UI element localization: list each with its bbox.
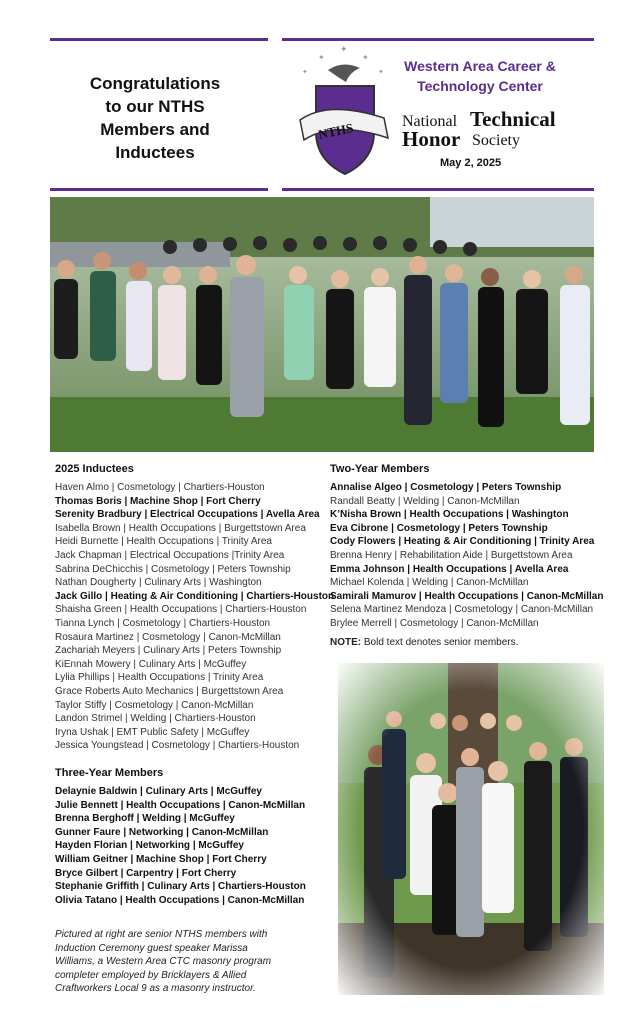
two-year-section xyxy=(330,463,604,648)
member-entry: Bryce Gilbert | Carpentry | Fort Cherry xyxy=(55,867,237,879)
member-entry: KiEnnah Mowery | Culinary Arts | McGuffey xyxy=(55,658,247,670)
svg-text:NTHS: NTHS xyxy=(316,120,355,143)
header-top-rule-right xyxy=(282,38,594,41)
member-entry: Eva Cibrone | Cosmetology | Peters Township xyxy=(330,522,548,534)
svg-text:Society: Society xyxy=(472,132,520,149)
svg-text:Technical: Technical xyxy=(470,107,556,131)
svg-text:Honor: Honor xyxy=(402,127,461,151)
svg-text:✦: ✦ xyxy=(362,53,369,62)
member-entry: Grace Roberts Auto Mechanics | Burgettstown Area xyxy=(55,685,284,697)
three-year-list xyxy=(55,785,325,907)
senior-group-photo xyxy=(338,663,604,995)
member-entry: Gunner Faure | Networking | Canon-McMillan xyxy=(55,826,269,838)
member-entry: Julie Bennett | Health Occupations | Canon-McMillan xyxy=(55,799,306,811)
member-entry: Rosaura Martinez | Cosmetology | Canon-McMillan xyxy=(55,631,281,643)
member-entry: Sabrina DeChicchis | Cosmetology | Peters Township xyxy=(55,563,291,575)
svg-text:✦: ✦ xyxy=(340,45,348,55)
member-entry: Brenna Berghoff | Welding | McGuffey xyxy=(55,813,235,825)
event-date: May 2, 2025 xyxy=(440,157,502,169)
member-entry: Thomas Boris | Machine Shop | Fort Cherry xyxy=(55,495,261,507)
header-bottom-rule-left xyxy=(50,188,268,191)
three-year-section xyxy=(55,767,325,907)
svg-text:✦: ✦ xyxy=(318,53,325,62)
member-entry: Serenity Bradbury | Electrical Occupations | Avella Area xyxy=(55,509,320,521)
school-name: Western Area Career & Technology Center xyxy=(404,58,556,94)
two-year-list xyxy=(330,481,604,631)
member-entry: Landon Strimel | Welding | Chartiers-Houston xyxy=(55,713,256,725)
member-entry: Brylee Merrell | Cosmetology | Canon-McMillan xyxy=(330,617,539,629)
member-entry: Tianna Lynch | Cosmetology | Chartiers-Houston xyxy=(55,617,271,629)
note-text: Bold text denotes senior members. xyxy=(361,636,519,648)
header-bottom-rule-right xyxy=(282,188,594,191)
member-entry: Delaynie Baldwin | Culinary Arts | McGuffey xyxy=(55,786,262,797)
member-entry: Randall Beatty | Welding | Canon-McMillan xyxy=(330,495,520,507)
svg-text:✦: ✦ xyxy=(302,68,308,76)
member-entry: Lylia Phillips | Health Occupations | Trinity Area xyxy=(55,672,264,684)
note-label: NOTE: xyxy=(330,636,362,648)
inductees-section xyxy=(55,463,335,753)
member-entry: Iryna Ushak | EMT Public Safety | McGuffey xyxy=(55,726,250,738)
header-top-rule-left xyxy=(50,38,268,41)
two-year-title: Two-Year Members xyxy=(330,463,430,475)
member-entry: Jack Gillo | Heating & Air Conditioning | Chartiers-Houston xyxy=(55,590,335,602)
member-entry: Heidi Burnette | Health Occupations | Trinity Area xyxy=(55,536,272,548)
svg-text:National: National xyxy=(402,113,458,130)
member-entry: Cody Flowers | Heating & Air Conditioning | Trinity Area xyxy=(330,536,595,548)
member-entry: Haven Almo | Cosmetology | Chartiers-Houston xyxy=(55,482,265,493)
inductees-list xyxy=(55,481,335,753)
member-entry: Olivia Tatano | Health Occupations | Canon-McMillan xyxy=(55,894,305,906)
member-entry: Jessica Youngstead | Cosmetology | Chartiers-Houston xyxy=(55,740,300,752)
member-entry: K’Nisha Brown | Health Occupations | Washington xyxy=(330,509,569,521)
member-entry: Annalise Algeo | Cosmetology | Peters Township xyxy=(330,482,562,493)
senior-note xyxy=(330,637,600,648)
three-year-title: Three-Year Members xyxy=(55,767,164,779)
member-entry: Emma Johnson | Health Occupations | Avella Area xyxy=(330,563,569,575)
svg-text:✦: ✦ xyxy=(378,68,384,76)
eagle-icon xyxy=(328,64,360,82)
member-entry: Stephanie Griffith | Culinary Arts | Chartiers-Houston xyxy=(55,881,306,893)
member-entry: Jack Chapman | Electrical Occupations |Trinity Area xyxy=(55,549,285,561)
member-entry: Samirali Mamurov | Health Occupations | Canon-McMillan xyxy=(330,590,604,602)
group-photo xyxy=(50,197,594,452)
member-entry: Isabella Brown | Health Occupations | Burgettstown Area xyxy=(55,522,306,534)
member-entry: Nathan Dougherty | Culinary Arts | Washington xyxy=(55,577,262,589)
member-entry: William Geitner | Machine Shop | Fort Cherry xyxy=(55,853,267,865)
member-entry: Hayden Florian | Networking | McGuffey xyxy=(55,840,244,852)
member-entry: Shaisha Green | Health Occupations | Chartiers-Houston xyxy=(55,604,307,616)
inductees-title: 2025 Inductees xyxy=(55,463,134,475)
congratulations-heading: Congratulations to our NTHS Members and Inductees xyxy=(89,74,221,162)
member-entry: Taylor Stiffy | Cosmetology | Canon-McMillan xyxy=(55,699,254,711)
member-entry: Zachariah Meyers | Culinary Arts | Peters Township xyxy=(55,645,282,657)
member-entry: Michael Kolenda | Welding | Canon-McMillan xyxy=(330,577,529,589)
member-entry: Selena Martinez Mendoza | Cosmetology | Canon-McMillan xyxy=(330,604,594,616)
photo-caption: Pictured at right are senior NTHS members with Induction Ceremony guest speaker Marissa Williams, a Western Area CTC masonry program completer employed by Bricklayers & Allied Craftworkers Local 9 as a masonry instructor. xyxy=(55,929,272,994)
member-entry: Brenna Henry | Rehabilitation Aide | Burgettstown Area xyxy=(330,549,573,561)
